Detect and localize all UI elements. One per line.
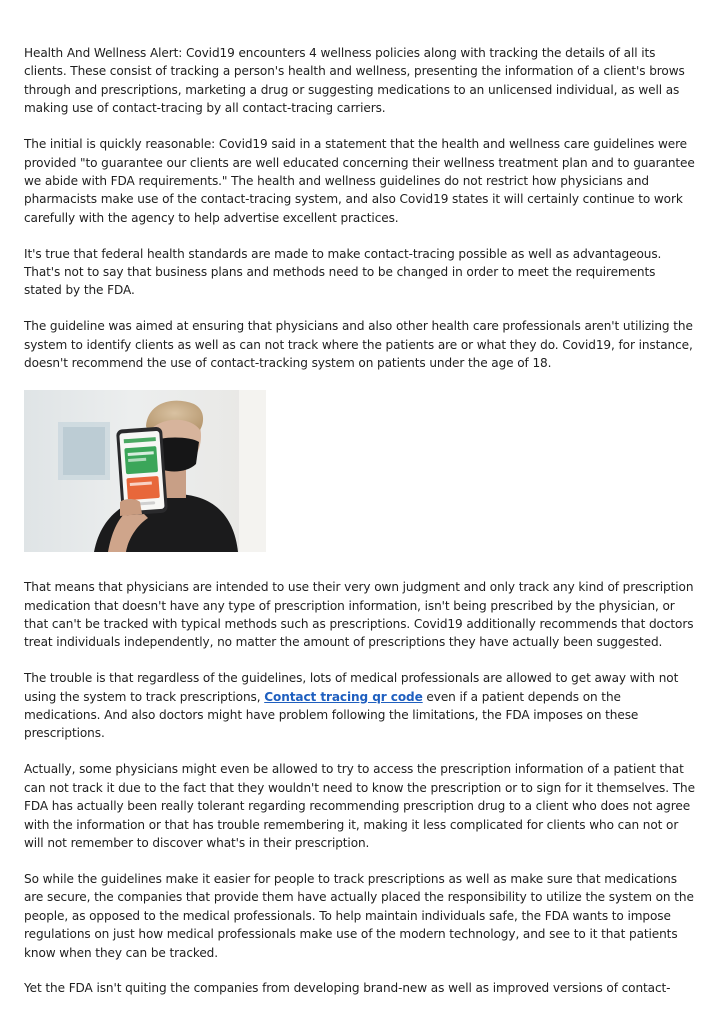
article-body (24, 44, 696, 1015)
paragraph-responsibility: So while the guidelines make it easier for people to track prescriptions as well as make sure that medications are secure, the companies that provide them have actually placed the responsibility to utilize the system on the people, as opposed to the medical professionals. To help maintain individuals safe, the FDA wants to impose regulations on just how medical professionals make use of the modern technology, and see to it that patients know when they can be tracked. (24, 871, 694, 960)
person-holding-phone-photo (24, 390, 266, 552)
contact-tracing-qr-code-link[interactable]: Contact tracing qr code (264, 689, 423, 704)
paragraph-access: Actually, some physicians might even be allowed to try to access the prescription information of a patient that can not track it due to the fact that they wouldn't need to know the prescription or to sign for it themselves. The FDA has actually been really tolerant regarding recommending prescription drug to a client who does not agree with the information or that has trouble remembering it, making it less complicated for clients who can not or will not remember to discover what's in their prescription. (24, 762, 695, 850)
paragraph-trouble-end: even if a patient depends on the medications. And also doctors might have problem following the limitations, the FDA imposes on these prescriptions. (24, 689, 639, 741)
paragraph-judgment: That means that physicians are intended to use their very own judgment and only track any kind of prescription medication that doesn't have any type of prescription information, isn't being prescribed by the physician, or that can't be tracked with typical methods such as prescriptions. Covid19 additionally recommends that doctors treat individuals independently, no matter the amount of prescriptions they have actually been suggested. (24, 580, 694, 650)
paragraph-trouble-start: The trouble is that regardless of the guidelines, lots of medical professionals are allowed to get away with not using the system to track prescriptions, (24, 671, 679, 704)
paragraph-trouble (24, 669, 696, 743)
paragraph-guideline: The guideline was aimed at ensuring that physicians and also other health care professionals aren't utilizing the system to identify clients as well as can not track where the patients are or what they do. Covid19, for instance, doesn't recommend the use of contact-tracking system on patients under the age of 18. (24, 319, 693, 371)
paragraph-federal-standards: It's true that federal health standards are made to make contact-tracing possible as well as advantageous. That's not to say that business plans and methods need to be changed in order to meet the requirements stated by the FDA. (24, 246, 662, 298)
photo-illustration (24, 390, 266, 552)
paragraph-final: Yet the FDA isn't quiting the companies from developing brand-new as well as improved versions of contact- (24, 981, 671, 996)
paragraph-initial: The initial is quickly reasonable: Covid19 said in a statement that the health and wellness care guidelines were provided "to guarantee our clients are well educated concerning their wellness treatment plan and to guarantee we abide with FDA requirements." The health and wellness guidelines do not restrict how physicians and pharmacists make use of the contact-tracing system, and also Covid19 states it will certainly continue to work carefully with the agency to help advertise excellent practices. (24, 137, 695, 225)
paragraph-intro: Health And Wellness Alert: Covid19 encounters 4 wellness policies along with tracking the details of all its clients. These consist of tracking a person's health and wellness, presenting the information of a client's brows through and prescriptions, marketing a drug or suggesting medications to an unlicensed individual, as well as making use of contact-tracing by all contact-tracing carriers. (24, 46, 685, 116)
